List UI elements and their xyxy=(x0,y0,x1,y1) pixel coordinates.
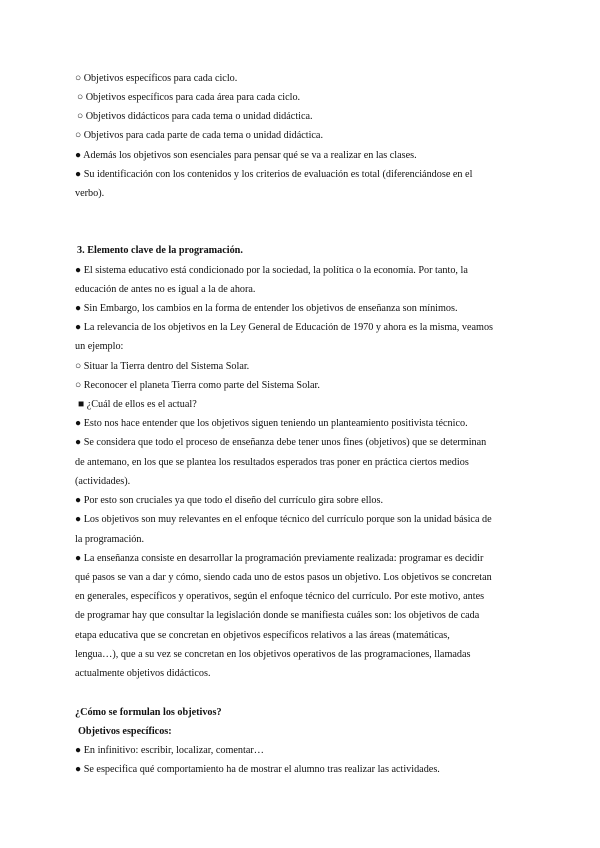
list-item: ● Se considera que todo el proceso de enseñanza debe tener unos fines (objetivos) que se determinan xyxy=(75,437,487,448)
list-item: ● Esto nos hace entender que los objetivos siguen teniendo un planteamiento positivista técnico. xyxy=(75,418,468,429)
paragraph-line: de programar hay que consultar la legislación donde se manifiesta cuáles son: los objetivos de cada xyxy=(75,610,480,621)
section-heading: ¿Cómo se formulan los objetivos? xyxy=(75,707,222,718)
list-item: ○ Objetivos específicos para cada área para cada ciclo. xyxy=(77,92,301,103)
subheading: Objetivos específicos: xyxy=(78,726,172,737)
list-item: ○ Situar la Tierra dentro del Sistema Solar. xyxy=(75,361,250,372)
list-item: ● El sistema educativo está condicionado por la sociedad, la política o la economía. Por tanto, la xyxy=(75,265,468,276)
paragraph-line: lengua…), que a su vez se concretan en los objetivos operativos de las programaciones, llamadas xyxy=(75,649,471,660)
list-item: ● Además los objetivos son esenciales para pensar qué se va a realizar en las clases. xyxy=(75,150,417,161)
paragraph-line: verbo). xyxy=(75,188,105,199)
paragraph-line: educación de antes no es igual a la de ahora. xyxy=(75,284,256,295)
list-item: ● Se especifica qué comportamiento ha de mostrar el alumno tras realizar las actividades. xyxy=(75,764,440,775)
list-item: ● La enseñanza consiste en desarrollar la programación previamente realizada: programar es decidir xyxy=(75,553,484,564)
list-item: ○ Reconocer el planeta Tierra como parte del Sistema Solar. xyxy=(75,380,320,391)
list-item: ● Los objetivos son muy relevantes en el enfoque técnico del currículo porque son la unidad básica de xyxy=(75,514,492,525)
section-heading: 3. Elemento clave de la programación. xyxy=(77,245,243,256)
list-item: ○ Objetivos para cada parte de cada tema o unidad didáctica. xyxy=(75,130,323,141)
list-item: ○ Objetivos específicos para cada ciclo. xyxy=(75,73,238,84)
paragraph-line: (actividades). xyxy=(75,476,131,487)
list-item: ● Por esto son cruciales ya que todo el diseño del currículo gira sobre ellos. xyxy=(75,495,384,506)
paragraph-line: etapa educativa que se concretan en objetivos específicos relativos a las áreas (matemáticas, xyxy=(75,630,450,641)
paragraph-line: en generales, específicos y operativos, según el enfoque técnico del currículo. Por este motivo, antes xyxy=(75,591,485,602)
paragraph-line: de antemano, en los que se plantea los resultados esperados tras poner en práctica ciertos medios xyxy=(75,457,469,468)
list-item: ■ ¿Cuál de ellos es el actual? xyxy=(78,399,197,410)
list-item: ● La relevancia de los objetivos en la Ley General de Educación de 1970 y ahora es la misma, veamos xyxy=(75,322,494,333)
list-item: ○ Objetivos didácticos para cada tema o unidad didáctica. xyxy=(77,111,313,122)
paragraph-line: actualmente objetivos didácticos. xyxy=(75,668,211,679)
paragraph-line: un ejemplo: xyxy=(75,341,124,352)
list-item: ● Su identificación con los contenidos y los criterios de evaluación es total (diferenciándose en el xyxy=(75,169,473,180)
paragraph-line: qué pasos se van a dar y cómo, siendo cada uno de estos pasos un objetivo. Los objetivos se concretan xyxy=(75,572,492,583)
paragraph-line: la programación. xyxy=(75,534,145,545)
list-item: ● Sin Embargo, los cambios en la forma de entender los objetivos de enseñanza son mínimos. xyxy=(75,303,458,314)
list-item: ● En infinitivo: escribir, localizar, comentar… xyxy=(75,745,264,756)
